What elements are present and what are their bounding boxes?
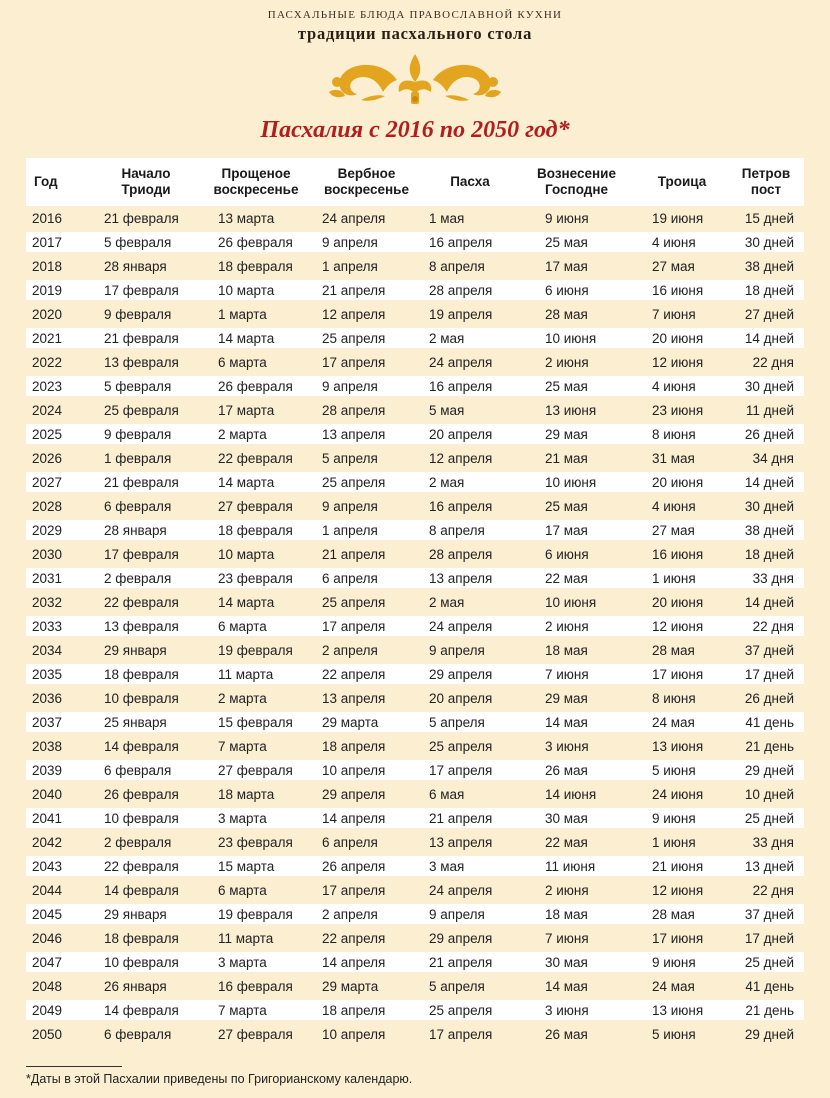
table-cell: 9 июня bbox=[545, 210, 589, 226]
table-cell: 9 февраля bbox=[90, 422, 202, 446]
table-cell: 13 апреля bbox=[423, 566, 517, 590]
table-cell: 1 марта bbox=[218, 306, 267, 322]
table-cell: 26 февраля bbox=[202, 230, 310, 254]
table-cell: 27 февраля bbox=[218, 1026, 293, 1042]
table-cell: 25 мая bbox=[517, 374, 636, 398]
table-cell: 29 мая bbox=[545, 690, 588, 706]
table-cell: 14 апреля bbox=[310, 806, 423, 830]
table-cell: 34 дня bbox=[752, 450, 794, 466]
table-cell: 2048 bbox=[32, 978, 63, 994]
table-cell: 27 мая bbox=[652, 258, 695, 274]
table-cell: 19 июня bbox=[652, 210, 704, 226]
table-cell: 6 мая bbox=[429, 786, 465, 802]
table-cell: 24 мая bbox=[636, 710, 728, 734]
table-cell: 28 января bbox=[104, 258, 167, 274]
table-cell: 6 апреля bbox=[322, 834, 378, 850]
table-cell: 29 апреля bbox=[322, 786, 386, 802]
table-cell: 21 апреля bbox=[423, 950, 517, 974]
table-cell: 3 мая bbox=[423, 854, 517, 878]
table-cell: 28 апреля bbox=[429, 546, 493, 562]
table-cell: 22 февраля bbox=[104, 594, 179, 610]
table-cell: 2 марта bbox=[202, 422, 310, 446]
table-cell: 18 апреля bbox=[322, 738, 386, 754]
table-cell: 14 февраля bbox=[104, 882, 179, 898]
table-cell: 21 апреля bbox=[322, 546, 386, 562]
table-cell: 23 февраля bbox=[218, 834, 293, 850]
table-cell: 9 апреля bbox=[310, 230, 423, 254]
table-cell: 26 дней bbox=[728, 422, 804, 446]
table-cell: 20 апреля bbox=[423, 422, 517, 446]
table-cell: 26 мая bbox=[545, 1026, 588, 1042]
table-cell: 17 февраля bbox=[104, 546, 179, 562]
table-cell: 16 февраля bbox=[218, 978, 293, 994]
footnote: *Даты в этой Пасхалии приведены по Григорианскому календарю. bbox=[26, 1072, 413, 1086]
table-cell: 4 июня bbox=[636, 374, 728, 398]
table-cell: 27 февраля bbox=[218, 498, 293, 514]
table-cell: 8 июня bbox=[652, 690, 696, 706]
table-cell: 30 дней bbox=[728, 374, 804, 398]
table-cell: 6 июня bbox=[545, 546, 589, 562]
table-cell: 13 апреля bbox=[310, 422, 423, 446]
table-cell: 17 апреля bbox=[423, 758, 517, 782]
table-cell: 17 апреля bbox=[429, 1026, 493, 1042]
table-cell: 2041 bbox=[26, 806, 90, 830]
table-cell: 24 мая bbox=[652, 978, 695, 994]
table-cell: 6 марта bbox=[218, 354, 267, 370]
table-cell: 19 февраля bbox=[202, 902, 310, 926]
table-cell: 13 февраля bbox=[90, 614, 202, 638]
table-cell: 12 апреля bbox=[429, 450, 493, 466]
table-cell: 20 июня bbox=[636, 326, 728, 350]
table-cell: 7 марта bbox=[202, 998, 310, 1022]
table-cell: 16 апреля bbox=[429, 498, 493, 514]
table-cell: 5 апреля bbox=[429, 978, 485, 994]
table-cell: 30 дней bbox=[744, 498, 794, 514]
table-cell: 14 июня bbox=[545, 786, 597, 802]
table-cell: 5 июня bbox=[652, 1026, 696, 1042]
table-cell: 14 марта bbox=[202, 470, 310, 494]
table-cell: 2025 bbox=[26, 422, 90, 446]
table-cell: 15 дней bbox=[744, 210, 794, 226]
table-cell: 26 февраля bbox=[202, 374, 310, 398]
table-cell: 5 февраля bbox=[90, 230, 202, 254]
table-cell: 17 апреля bbox=[310, 614, 423, 638]
table-cell: 27 мая bbox=[636, 518, 728, 542]
table-cell: 2045 bbox=[26, 902, 90, 926]
table-cell: 25 дней bbox=[728, 806, 804, 830]
table-cell: 22 дня bbox=[728, 614, 804, 638]
table-cell: 10 дней bbox=[744, 786, 794, 802]
column-header: Троица bbox=[636, 158, 728, 206]
table-cell: 10 марта bbox=[202, 278, 310, 302]
table-cell: 25 января bbox=[90, 710, 202, 734]
table-cell: 4 июня bbox=[636, 230, 728, 254]
table-cell: 8 апреля bbox=[429, 258, 485, 274]
table-cell: 2033 bbox=[26, 614, 90, 638]
table-cell: 9 апреля bbox=[310, 374, 423, 398]
table-cell: 22 февраля bbox=[218, 450, 293, 466]
table-cell: 26 мая bbox=[517, 758, 636, 782]
column-header: Пасха bbox=[423, 158, 517, 206]
table-cell: 2019 bbox=[26, 278, 90, 302]
table-cell: 2021 bbox=[26, 326, 90, 350]
table-cell: 8 апреля bbox=[423, 518, 517, 542]
table-cell: 38 дней bbox=[744, 258, 794, 274]
table-cell: 17 дней bbox=[728, 662, 804, 686]
table-cell: 29 дней bbox=[728, 758, 804, 782]
table-cell: 2 марта bbox=[218, 690, 267, 706]
table-cell: 17 февраля bbox=[90, 278, 202, 302]
table-cell: 27 дней bbox=[744, 306, 794, 322]
header-subtitle: традиции пасхального стола bbox=[297, 24, 533, 43]
table-cell: 28 мая bbox=[652, 642, 695, 658]
table-cell: 28 апреля bbox=[322, 402, 386, 418]
table-cell: 2022 bbox=[32, 354, 63, 370]
table-cell: 16 апреля bbox=[423, 374, 517, 398]
table-cell: 17 мая bbox=[545, 258, 588, 274]
column-header: Вознесение Господне bbox=[517, 158, 636, 206]
column-header: Вербное воскресенье bbox=[310, 158, 423, 206]
table-cell: 18 апреля bbox=[310, 998, 423, 1022]
table-cell: 6 апреля bbox=[310, 566, 423, 590]
table-cell: 2040 bbox=[32, 786, 63, 802]
table-cell: 7 июня bbox=[545, 930, 589, 946]
table-cell: 12 июня bbox=[652, 354, 704, 370]
table-cell: 18 февраля bbox=[104, 930, 179, 946]
table-cell: 24 апреля bbox=[429, 354, 493, 370]
table-cell: 14 февраля bbox=[104, 738, 179, 754]
column-header: Петров пост bbox=[728, 158, 804, 206]
column-header: Прощеное воскресенье bbox=[202, 158, 310, 206]
table-cell: 2 июня bbox=[517, 614, 636, 638]
table-cell: 14 мая bbox=[545, 978, 588, 994]
table-cell: 8 июня bbox=[636, 422, 728, 446]
table-cell: 23 июня bbox=[652, 402, 704, 418]
table-cell: 14 дней bbox=[728, 470, 804, 494]
table-cell: 2 июня bbox=[545, 882, 589, 898]
table-cell: 5 мая bbox=[429, 402, 465, 418]
table-cell: 30 мая bbox=[517, 950, 636, 974]
table-cell: 16 апреля bbox=[423, 230, 517, 254]
table-cell: 2037 bbox=[26, 710, 90, 734]
table-cell: 14 марта bbox=[202, 326, 310, 350]
table-cell: 3 марта bbox=[202, 950, 310, 974]
table-cell: 3 марта bbox=[202, 806, 310, 830]
table-cell: 13 дней bbox=[728, 854, 804, 878]
table-cell: 19 апреля bbox=[429, 306, 493, 322]
table-cell: 14 февраля bbox=[90, 998, 202, 1022]
table-cell: 10 июня bbox=[545, 594, 597, 610]
table-cell: 11 марта bbox=[218, 930, 274, 946]
table-cell: 9 апреля bbox=[423, 902, 517, 926]
table-cell: 5 июня bbox=[636, 758, 728, 782]
table-cell: 14 дней bbox=[744, 594, 794, 610]
table-cell: 6 июня bbox=[517, 278, 636, 302]
table-cell: 25 мая bbox=[545, 498, 588, 514]
table-cell: 2031 bbox=[26, 566, 90, 590]
table-cell: 20 апреля bbox=[429, 690, 493, 706]
table-cell: 2032 bbox=[32, 594, 63, 610]
table-cell: 2 мая bbox=[423, 470, 517, 494]
table-cell: 38 дней bbox=[728, 518, 804, 542]
table-cell: 17 марта bbox=[218, 402, 275, 418]
table-cell: 2036 bbox=[32, 690, 63, 706]
page-title: Пасхалия с 2016 по 2050 год* bbox=[260, 117, 570, 143]
table-cell: 2044 bbox=[32, 882, 63, 898]
gold-floral-ornament-icon bbox=[325, 52, 505, 106]
table-cell: 2038 bbox=[32, 738, 63, 754]
table-cell: 7 марта bbox=[218, 738, 267, 754]
table-cell: 17 мая bbox=[517, 518, 636, 542]
table-cell: 22 апреля bbox=[322, 930, 386, 946]
table-cell: 31 мая bbox=[652, 450, 695, 466]
table-cell: 2029 bbox=[26, 518, 90, 542]
table-cell: 12 июня bbox=[652, 882, 704, 898]
table-cell: 6 марта bbox=[218, 882, 267, 898]
table-cell: 13 апреля bbox=[322, 690, 386, 706]
table-cell: 2 июня bbox=[545, 354, 589, 370]
table-cell: 18 мая bbox=[517, 902, 636, 926]
table-cell: 6 февраля bbox=[104, 498, 172, 514]
table-cell: 10 июня bbox=[517, 470, 636, 494]
table-cell: 41 день bbox=[728, 710, 804, 734]
table-cell: 23 февраля bbox=[202, 566, 310, 590]
table-cell: 10 февраля bbox=[90, 806, 202, 830]
table-cell: 21 февраля bbox=[90, 470, 202, 494]
table-cell: 21 апреля bbox=[310, 278, 423, 302]
table-cell: 29 дней bbox=[744, 1026, 794, 1042]
table-cell: 33 дня bbox=[728, 566, 804, 590]
table-cell: 26 апреля bbox=[310, 854, 423, 878]
table-cell: 17 июня bbox=[652, 930, 704, 946]
table-cell: 28 января bbox=[90, 518, 202, 542]
table-cell: 17 дней bbox=[744, 930, 794, 946]
table-cell: 22 дня bbox=[752, 882, 794, 898]
table-cell: 30 мая bbox=[517, 806, 636, 830]
table-cell: 9 июня bbox=[636, 806, 728, 830]
table-cell: 18 дней bbox=[728, 278, 804, 302]
table-cell: 4 июня bbox=[652, 498, 696, 514]
table-cell: 14 апреля bbox=[310, 950, 423, 974]
table-cell: 2017 bbox=[26, 230, 90, 254]
table-cell: 26 дней bbox=[744, 690, 794, 706]
table-cell: 22 апреля bbox=[310, 662, 423, 686]
table-cell: 17 апреля bbox=[322, 354, 386, 370]
table-cell: 2042 bbox=[32, 834, 63, 850]
table-cell: 11 дней bbox=[745, 402, 794, 418]
table-cell: 6 февраля bbox=[104, 1026, 172, 1042]
table-cell: 2026 bbox=[32, 450, 63, 466]
table-cell: 21 день bbox=[728, 998, 804, 1022]
table-cell: 22 мая bbox=[545, 834, 588, 850]
table-cell: 2028 bbox=[32, 498, 63, 514]
table-cell: 9 июня bbox=[636, 950, 728, 974]
header-kicker: ПАСХАЛЬНЫЕ БЛЮДА ПРАВОСЛАВНОЙ КУХНИ bbox=[267, 9, 563, 21]
table-cell: 18 февраля bbox=[202, 518, 310, 542]
table-cell: 22 дня bbox=[752, 354, 794, 370]
table-cell: 19 февраля bbox=[218, 642, 293, 658]
table-cell: 24 апреля bbox=[423, 614, 517, 638]
table-cell: 1 апреля bbox=[310, 518, 423, 542]
table-cell: 6 февраля bbox=[90, 758, 202, 782]
table-cell: 12 июня bbox=[636, 614, 728, 638]
table-cell: 41 день bbox=[745, 978, 794, 994]
table-cell: 15 марта bbox=[202, 854, 310, 878]
table-cell: 13 июня bbox=[652, 738, 704, 754]
column-header: Год bbox=[26, 158, 90, 206]
table-cell: 2016 bbox=[32, 210, 63, 226]
table-cell: 2024 bbox=[32, 402, 63, 418]
table-cell: 10 апреля bbox=[310, 758, 423, 782]
table-cell: 17 апреля bbox=[322, 882, 386, 898]
table-cell: 11 июня bbox=[517, 854, 636, 878]
table-cell: 2018 bbox=[32, 258, 63, 274]
table-cell: 7 июня bbox=[652, 306, 696, 322]
table-cell: 10 февраля bbox=[104, 690, 179, 706]
table-cell: 37 дней bbox=[728, 902, 804, 926]
table-cell: 33 дня bbox=[752, 834, 794, 850]
table-cell: 26 января bbox=[104, 978, 167, 994]
table-cell: 2023 bbox=[26, 374, 90, 398]
table-cell: 24 июня bbox=[652, 786, 704, 802]
table-cell: 28 мая bbox=[636, 902, 728, 926]
table-cell: 2046 bbox=[32, 930, 63, 946]
table-cell: 5 апреля bbox=[322, 450, 378, 466]
table-cell: 25 апреля bbox=[310, 470, 423, 494]
table-cell: 2050 bbox=[32, 1026, 63, 1042]
table-cell: 7 июня bbox=[517, 662, 636, 686]
table-cell: 2027 bbox=[26, 470, 90, 494]
table-cell: 13 июня bbox=[636, 998, 728, 1022]
table-cell: 9 февраля bbox=[104, 306, 172, 322]
table-cell: 21 июня bbox=[636, 854, 728, 878]
table-cell: 14 дней bbox=[728, 326, 804, 350]
table-cell: 21 апреля bbox=[423, 806, 517, 830]
table-cell: 25 дней bbox=[728, 950, 804, 974]
table-cell: 13 марта bbox=[218, 210, 275, 226]
table-cell: 2043 bbox=[26, 854, 90, 878]
table-cell: 24 апреля bbox=[429, 882, 493, 898]
table-cell: 2034 bbox=[32, 642, 63, 658]
table-cell: 25 апреля bbox=[310, 326, 423, 350]
table-cell: 13 февраля bbox=[104, 354, 179, 370]
table-cell: 1 февраля bbox=[104, 450, 172, 466]
table-cell: 37 дней bbox=[744, 642, 794, 658]
table-cell: 29 марта bbox=[310, 710, 423, 734]
table-cell: 1 мая bbox=[429, 210, 465, 226]
table-cell: 2 мая bbox=[429, 594, 465, 610]
table-cell: 2047 bbox=[26, 950, 90, 974]
table-cell: 13 апреля bbox=[429, 834, 493, 850]
table-cell: 27 февраля bbox=[202, 758, 310, 782]
table-cell: 2 апреля bbox=[310, 902, 423, 926]
table-cell: 6 марта bbox=[202, 614, 310, 638]
table-cell: 3 июня bbox=[545, 738, 589, 754]
table-cell: 11 марта bbox=[202, 662, 310, 686]
table-cell: 26 февраля bbox=[104, 786, 179, 802]
table-cell: 10 апреля bbox=[322, 1026, 386, 1042]
table-cell: 21 мая bbox=[545, 450, 588, 466]
table-cell: 2049 bbox=[26, 998, 90, 1022]
column-header: Начало Триоди bbox=[90, 158, 202, 206]
table-cell: 15 февраля bbox=[202, 710, 310, 734]
table-cell: 9 апреля bbox=[429, 642, 485, 658]
table-cell: 2020 bbox=[32, 306, 63, 322]
table-cell: 1 июня bbox=[636, 566, 728, 590]
table-cell: 2 февраля bbox=[104, 834, 172, 850]
table-cell: 29 апреля bbox=[429, 930, 493, 946]
table-cell: 22 мая bbox=[517, 566, 636, 590]
easter-dates-table bbox=[26, 158, 804, 1046]
table-cell: 29 мая bbox=[517, 422, 636, 446]
table-cell: 18 мая bbox=[545, 642, 588, 658]
table-cell: 25 февраля bbox=[104, 402, 179, 418]
table-cell: 25 апреля bbox=[423, 998, 517, 1022]
table-cell: 28 апреля bbox=[423, 278, 517, 302]
table-cell: 29 января bbox=[90, 902, 202, 926]
table-cell: 14 марта bbox=[218, 594, 275, 610]
table-cell: 18 дней bbox=[744, 546, 794, 562]
table-cell: 28 мая bbox=[545, 306, 588, 322]
table-cell: 18 февраля bbox=[218, 258, 293, 274]
table-cell: 24 апреля bbox=[322, 210, 386, 226]
table-cell: 2 мая bbox=[423, 326, 517, 350]
table-cell: 29 апреля bbox=[423, 662, 517, 686]
table-cell: 2039 bbox=[26, 758, 90, 782]
table-cell: 2030 bbox=[32, 546, 63, 562]
table-cell: 1 июня bbox=[652, 834, 696, 850]
table-cell: 25 апреля bbox=[322, 594, 386, 610]
table-cell: 29 января bbox=[104, 642, 167, 658]
table-cell: 13 июня bbox=[545, 402, 597, 418]
table-cell: 29 марта bbox=[322, 978, 379, 994]
table-cell: 2035 bbox=[26, 662, 90, 686]
table-cell: 25 апреля bbox=[429, 738, 493, 754]
table-cell: 21 февраля bbox=[104, 210, 179, 226]
table-cell: 9 апреля bbox=[322, 498, 378, 514]
table-cell: 5 апреля bbox=[423, 710, 517, 734]
table-cell: 12 апреля bbox=[322, 306, 386, 322]
table-cell: 16 июня bbox=[636, 278, 728, 302]
table-cell: 30 дней bbox=[728, 230, 804, 254]
table-cell: 10 июня bbox=[517, 326, 636, 350]
table-cell: 20 июня bbox=[652, 594, 704, 610]
table-cell: 18 марта bbox=[218, 786, 275, 802]
table-cell: 21 февраля bbox=[90, 326, 202, 350]
table-cell: 22 февраля bbox=[90, 854, 202, 878]
table-cell: 1 апреля bbox=[322, 258, 378, 274]
table-cell: 21 день bbox=[745, 738, 794, 754]
table-cell: 18 февраля bbox=[90, 662, 202, 686]
table-cell: 2 апреля bbox=[322, 642, 378, 658]
table-cell: 14 мая bbox=[517, 710, 636, 734]
table-cell: 16 июня bbox=[652, 546, 704, 562]
table-cell: 5 февраля bbox=[90, 374, 202, 398]
table-cell: 20 июня bbox=[636, 470, 728, 494]
table-cell: 10 марта bbox=[218, 546, 275, 562]
table-cell: 17 июня bbox=[636, 662, 728, 686]
footnote-divider bbox=[26, 1066, 122, 1067]
table-cell: 2 февраля bbox=[90, 566, 202, 590]
table-cell: 3 июня bbox=[517, 998, 636, 1022]
table-cell: 10 февраля bbox=[90, 950, 202, 974]
table-cell: 25 мая bbox=[517, 230, 636, 254]
